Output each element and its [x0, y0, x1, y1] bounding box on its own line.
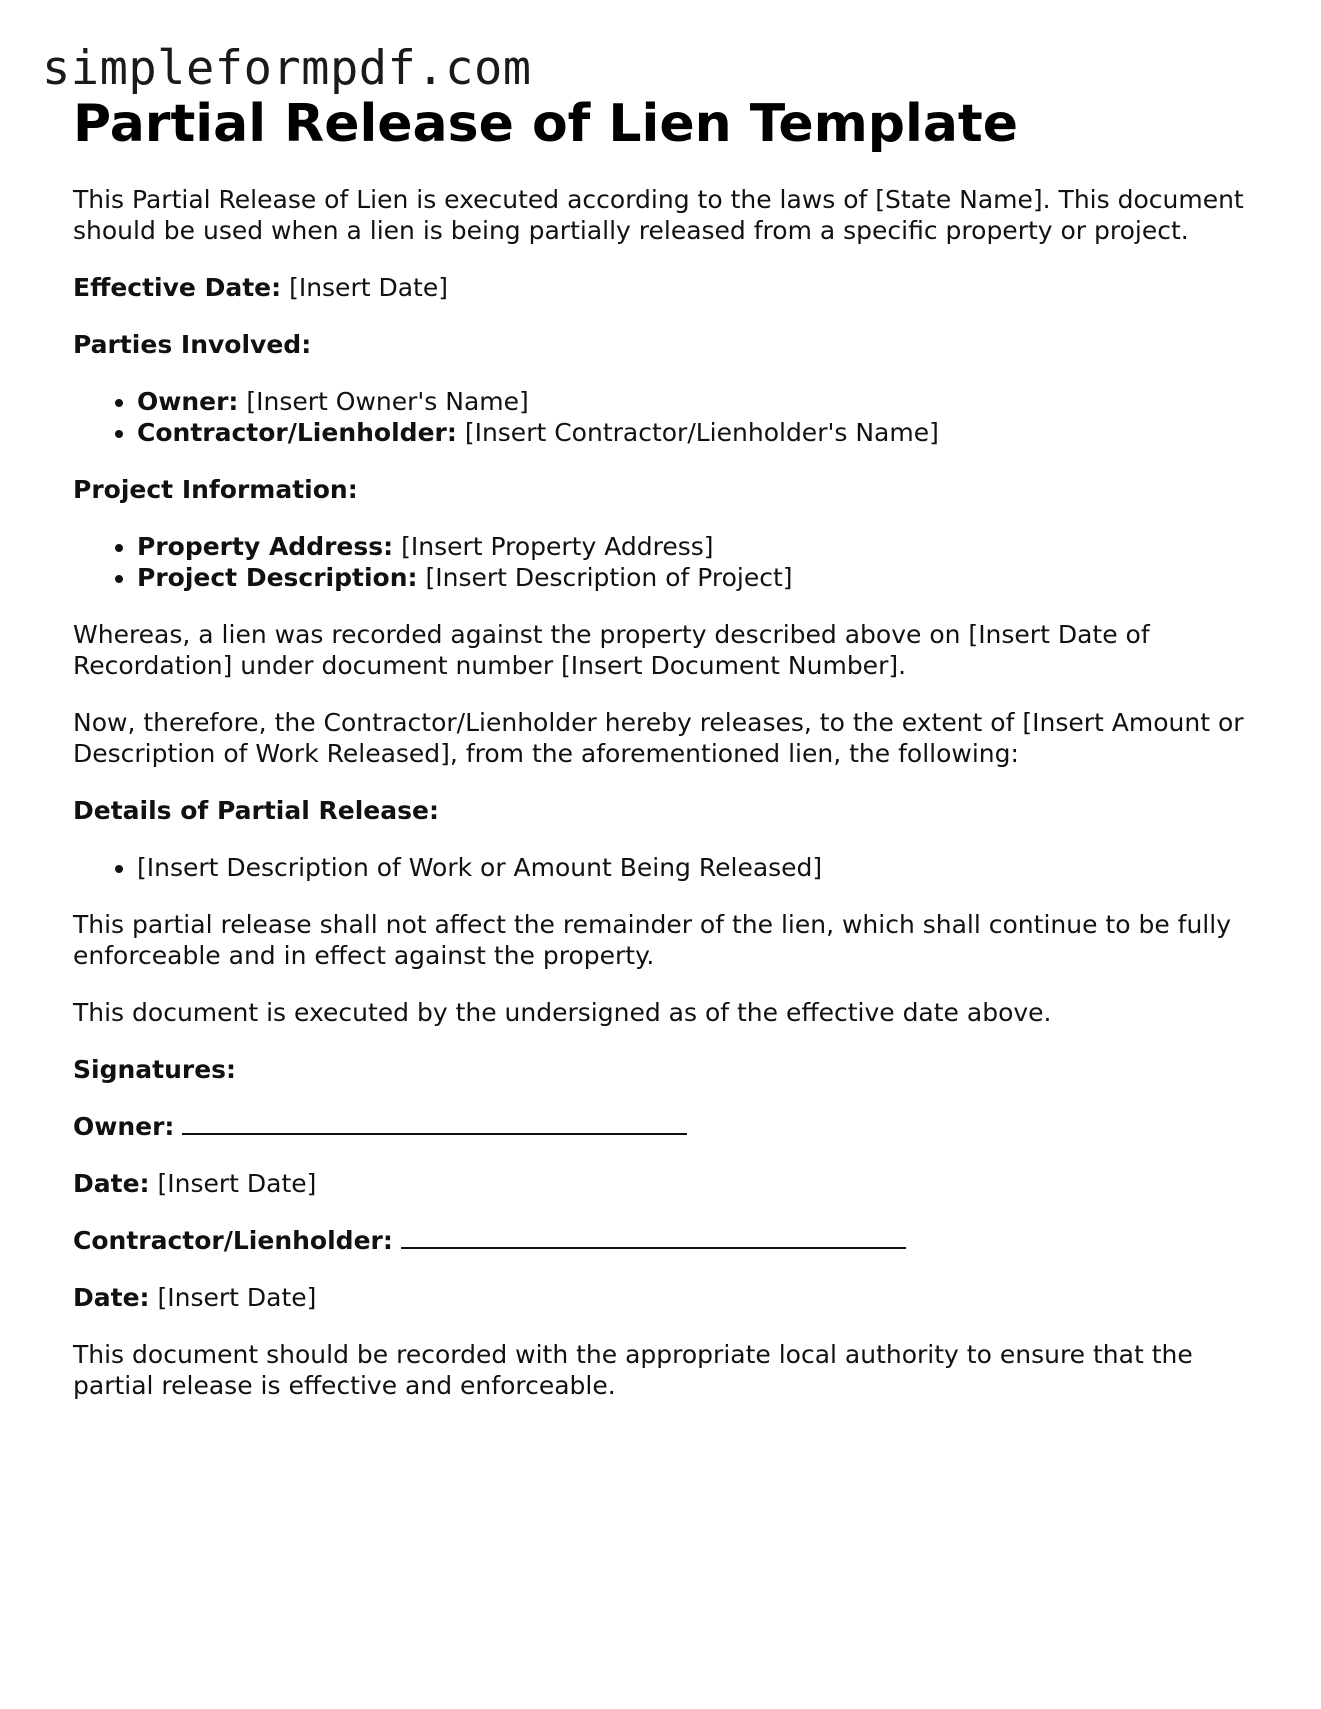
owner-date-value: [Insert Date]: [157, 1169, 317, 1198]
owner-value: [Insert Owner's Name]: [246, 387, 529, 416]
list-item: [137, 562, 1263, 593]
executed-paragraph: This document is executed by the undersigned as of the effective date above.: [73, 998, 1052, 1027]
now-therefore-paragraph: Now, therefore, the Contractor/Lienholder hereby releases, to the extent of [Insert Amount or Description of Work Released], from the aforementioned lien, the following:: [73, 708, 1244, 768]
contractor-signature-line: [73, 1225, 1263, 1256]
property-address-label: Property Address:: [137, 532, 394, 561]
owner-signature-field[interactable]: [182, 1113, 687, 1135]
contractor-label: Contractor/Lienholder:: [137, 418, 457, 447]
project-description-label: Project Description:: [137, 563, 418, 592]
document-body: [73, 92, 1263, 1401]
list-item: [137, 386, 1263, 417]
contractor-date-value: [Insert Date]: [157, 1283, 317, 1312]
intro-paragraph: This Partial Release of Lien is executed according to the laws of [State Name]. This document should be used when a lien is being partially released from a specific property or project.: [73, 185, 1244, 245]
watermark-text: simpleformpdf.com: [42, 41, 532, 96]
contractor-date-label: Date:: [73, 1283, 150, 1312]
remainder-paragraph: This partial release shall not affect the remainder of the lien, which shall continue to be fully enforceable and in effect against the property.: [73, 910, 1231, 970]
project-description-value: [Insert Description of Project]: [425, 563, 793, 592]
owner-label: Owner:: [137, 387, 239, 416]
contractor-signature-field[interactable]: [401, 1227, 906, 1249]
effective-date-line: [73, 272, 1263, 303]
recording-note-paragraph: This document should be recorded with the appropriate local authority to ensure that the partial release is effective and enforceable.: [73, 1340, 1193, 1400]
owner-signature-line: [73, 1111, 1263, 1142]
effective-date-value: [Insert Date]: [289, 273, 448, 302]
parties-heading: Parties Involved:: [73, 330, 312, 359]
list-item: • [Insert Description of Work or Amount Being Released]: [137, 852, 1263, 883]
page-title: Partial Release of Lien Template: [73, 94, 1019, 154]
list-item: [137, 417, 1263, 448]
project-heading: Project Information:: [73, 475, 358, 504]
details-list: [73, 852, 1263, 883]
property-address-value: [Insert Property Address]: [401, 532, 714, 561]
effective-date-label: Effective Date:: [73, 273, 282, 302]
project-list: [73, 531, 1263, 593]
contractor-signature-label: Contractor/Lienholder:: [73, 1226, 393, 1255]
owner-date-line: [73, 1168, 1263, 1199]
contractor-date-line: [73, 1282, 1263, 1313]
parties-list: [73, 386, 1263, 448]
signatures-heading: Signatures:: [73, 1055, 237, 1084]
whereas-paragraph: Whereas, a lien was recorded against the property described above on [Insert Date of Recordation] under document number [Insert Document Number].: [73, 620, 1150, 680]
details-heading: Details of Partial Release:: [73, 796, 439, 825]
list-item: [137, 531, 1263, 562]
owner-signature-label: Owner:: [73, 1112, 175, 1141]
owner-date-label: Date:: [73, 1169, 150, 1198]
contractor-value: [Insert Contractor/Lienholder's Name]: [464, 418, 939, 447]
